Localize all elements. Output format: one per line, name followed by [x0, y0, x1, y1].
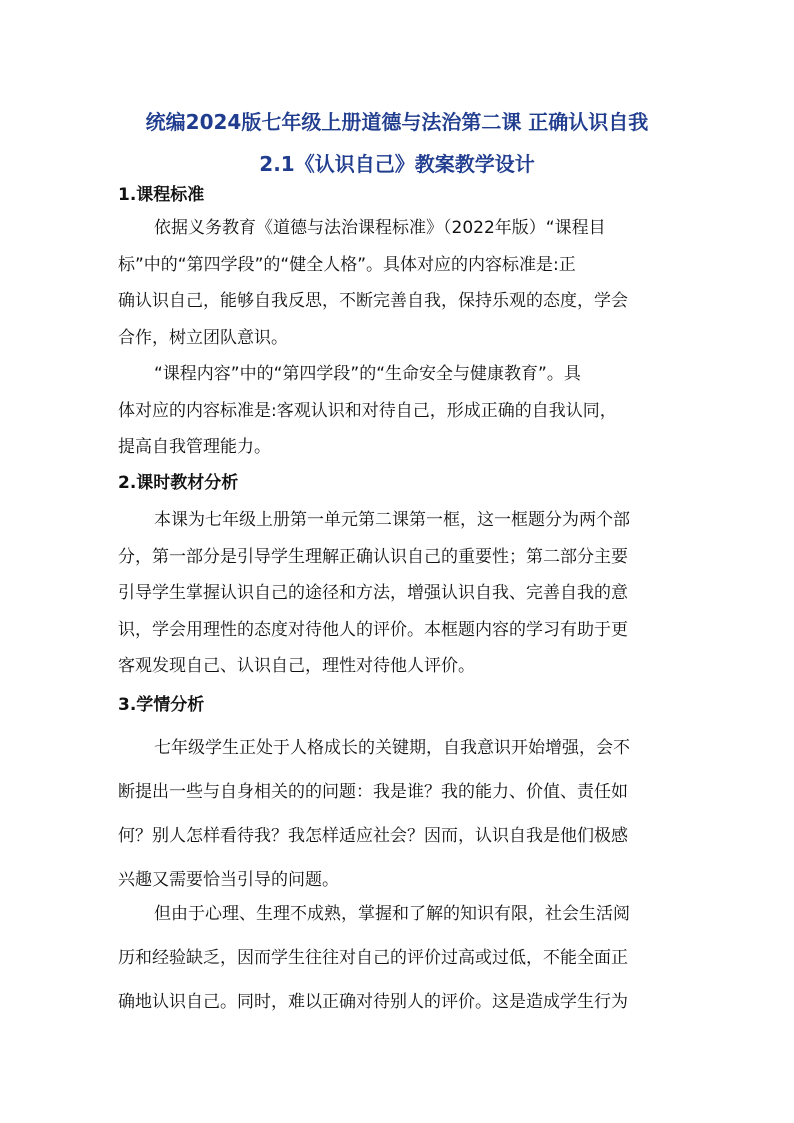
paragraph-line: 分，第一部分是引导学生理解正确认识自己的重要性；第二部分主要: [118, 546, 628, 567]
paragraph: [118, 210, 678, 356]
section-heading-student-analysis: 3.学情分析: [118, 695, 205, 715]
paragraph-line: 何？别人怎样看待我？我怎样适应社会？因而，认识自我是他们极感: [118, 826, 628, 846]
section-heading-curriculum-standard: 1.课程标准: [118, 185, 205, 205]
paragraph: [118, 726, 678, 902]
document-subtitle: 2.1《认识自己》教案教学设计: [259, 152, 535, 176]
paragraph-line: 提高自我管理能力。: [118, 437, 271, 457]
paragraph-line: 断提出一些与自身相关的的问题：我是谁？我的能力、价值、责任如: [118, 782, 628, 802]
document-title: 统编2024版七年级上册道德与法治第二课 正确认识自我: [145, 110, 649, 134]
paragraph-line: 兴趣又需要恰当引导的问题。: [118, 870, 339, 890]
paragraph-line: 引导学生掌握认识自己的途径和方法，增强认识自我、完善自我的意: [118, 583, 628, 603]
paragraph-line: 标”中的“第四学段”的“健全人格”。具体对应的内容标准是:正: [118, 254, 576, 275]
paragraph-line: 七年级学生正处于人格成长的关键期，自我意识开始增强，会不: [154, 738, 630, 758]
paragraph-line: 识，学会用理性的态度对待他人的评价。本框题内容的学习有助于更: [118, 619, 628, 640]
paragraph-line: 确地认识自己。同时，难以正确对待别人的评价。这是造成学生行为: [118, 992, 628, 1012]
paragraph: [118, 502, 678, 685]
paragraph-line: 但由于心理、生理不成熟，掌握和了解的知识有限，社会生活阅: [154, 904, 630, 924]
paragraph-line: 本课为七年级上册第一单元第二课第一框，这一框题分为两个部: [154, 510, 630, 530]
paragraph: [118, 892, 678, 1024]
paragraph-line: 体对应的内容标准是:客观认识和对待自己，形成正确的自我认同，: [118, 400, 617, 421]
paragraph-line: 确认识自己，能够自我反思，不断完善自我，保持乐观的态度，学会: [118, 291, 628, 311]
section-heading-textbook-analysis: 2.课时教材分析: [118, 473, 239, 493]
paragraph-line: 合作，树立团队意识。: [118, 327, 288, 348]
paragraph-line: 依据义务教育《道德与法治课程标准》（2022年版）“课程目: [154, 218, 606, 238]
paragraph-line: 客观发现自己、认识自己，理性对待他人评价。: [118, 656, 475, 676]
paragraph: [118, 356, 678, 466]
paragraph-line: “课程内容”中的“第四学段”的“生命安全与健康教育”。具: [154, 364, 581, 384]
paragraph-line: 历和经验缺乏，因而学生往往对自己的评价过高或过低，不能全面正: [118, 948, 628, 968]
